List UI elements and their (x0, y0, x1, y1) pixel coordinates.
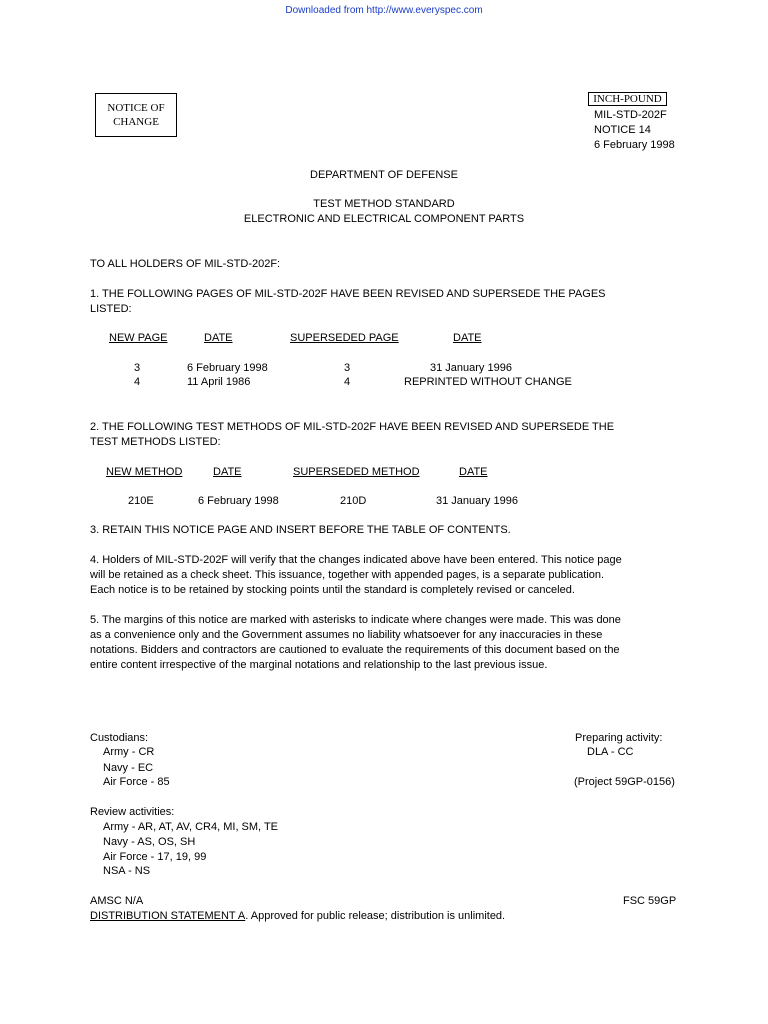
custodian-item: Navy - EC (103, 762, 154, 774)
s1-cell: 6 February 1998 (187, 362, 268, 374)
review-item: Navy - AS, OS, SH (103, 836, 196, 848)
dept-title: DEPARTMENT OF DEFENSE (310, 169, 458, 181)
section5-line: 5. The margins of this notice are marked with asterisks to indicate where changes were made. This was done (90, 614, 621, 626)
section4-line: will be retained as a check sheet. This issuance, together with appended pages, is a separate publication. (90, 569, 605, 581)
s1-header-date: DATE (204, 332, 233, 344)
s2-cell: 6 February 1998 (198, 495, 279, 507)
section2-line1: 2. THE FOLLOWING TEST METHODS OF MIL-STD-202F HAVE BEEN REVISED AND SUPERSEDE THE (90, 421, 615, 433)
s1-header-date-2: DATE (453, 332, 482, 344)
preparing-activity-label: Preparing activity: (575, 732, 663, 744)
inch-pound-box: INCH-POUND (588, 92, 667, 106)
review-activities-label: Review activities: (90, 806, 175, 818)
s1-header-superseded-page: SUPERSEDED PAGE (290, 332, 399, 344)
review-item: Army - AR, AT, AV, CR4, MI, SM, TE (103, 821, 279, 833)
section3-line: 3. RETAIN THIS NOTICE PAGE AND INSERT BEFORE THE TABLE OF CONTENTS. (90, 524, 511, 536)
s2-header-date-2: DATE (459, 466, 488, 478)
review-item: NSA - NS (103, 865, 151, 877)
s1-cell: REPRINTED WITHOUT CHANGE (404, 376, 572, 388)
custodians-label: Custodians: (90, 732, 149, 744)
section4-line: Each notice is to be retained by stocking points until the standard is completely revised or canceled. (90, 584, 575, 596)
notice-box-line-1: NOTICE OF (107, 102, 165, 114)
notice-date: 6 February 1998 (594, 139, 675, 151)
notice-box-line-2: CHANGE (113, 116, 159, 128)
s2-cell: 210D (340, 495, 367, 507)
notice-of-change-box (95, 93, 177, 137)
s2-header-new-method: NEW METHOD (106, 466, 183, 478)
s2-cell: 210E (128, 495, 154, 507)
distribution-statement (90, 909, 505, 924)
s2-cell: 31 January 1996 (436, 495, 518, 507)
s2-header-date: DATE (213, 466, 242, 478)
intro-line: TO ALL HOLDERS OF MIL-STD-202F: (90, 258, 281, 270)
project-number: (Project 59GP-0156) (574, 776, 675, 788)
s1-cell: 31 January 1996 (430, 362, 512, 374)
review-item: Air Force - 17, 19, 99 (103, 851, 207, 863)
custodian-item: Army - CR (103, 746, 155, 758)
download-link[interactable]: Downloaded from http://www.everyspec.com (285, 5, 483, 16)
s1-cell: 3 (344, 362, 351, 374)
subject-title: ELECTRONIC AND ELECTRICAL COMPONENT PARTS (243, 213, 525, 225)
section1-line2: LISTED: (90, 303, 132, 315)
s1-cell: 11 April 1986 (187, 376, 251, 388)
distribution-label: DISTRIBUTION STATEMENT A (90, 910, 246, 922)
s1-header-new-page: NEW PAGE (109, 332, 168, 344)
amsc-line: AMSC N/A (90, 895, 144, 907)
doc-id: MIL-STD-202F (594, 109, 667, 121)
custodian-item: Air Force - 85 (103, 776, 170, 788)
standard-title: TEST METHOD STANDARD (313, 198, 455, 210)
section4-line: 4. Holders of MIL-STD-202F will verify that the changes indicated above have been entered. This notice page (90, 554, 622, 566)
section5-line: as a convenience only and the Government assumes no liability whatsoever for any inaccuracies in these (90, 629, 603, 641)
s1-cell: 4 (134, 376, 141, 388)
s1-cell: 4 (344, 376, 351, 388)
s1-cell: 3 (134, 362, 141, 374)
s2-header-superseded-method: SUPERSEDED METHOD (293, 466, 420, 478)
section5-line: notations. Bidders and contractors are cautioned to evaluate the requirements of this document based on the (90, 644, 620, 656)
section2-line2: TEST METHODS LISTED: (90, 436, 221, 448)
section1-line1: 1. THE FOLLOWING PAGES OF MIL-STD-202F HAVE BEEN REVISED AND SUPERSEDE THE PAGES (90, 288, 606, 300)
notice-number: NOTICE 14 (594, 124, 651, 136)
section5-line: entire content irrespective of the marginal notations and relationship to the last previous issue. (90, 659, 548, 671)
fsc-line: FSC 59GP (623, 895, 677, 907)
preparing-activity-value: DLA - CC (587, 746, 634, 758)
distribution-text: . Approved for public release; distribution is unlimited. (245, 910, 506, 922)
